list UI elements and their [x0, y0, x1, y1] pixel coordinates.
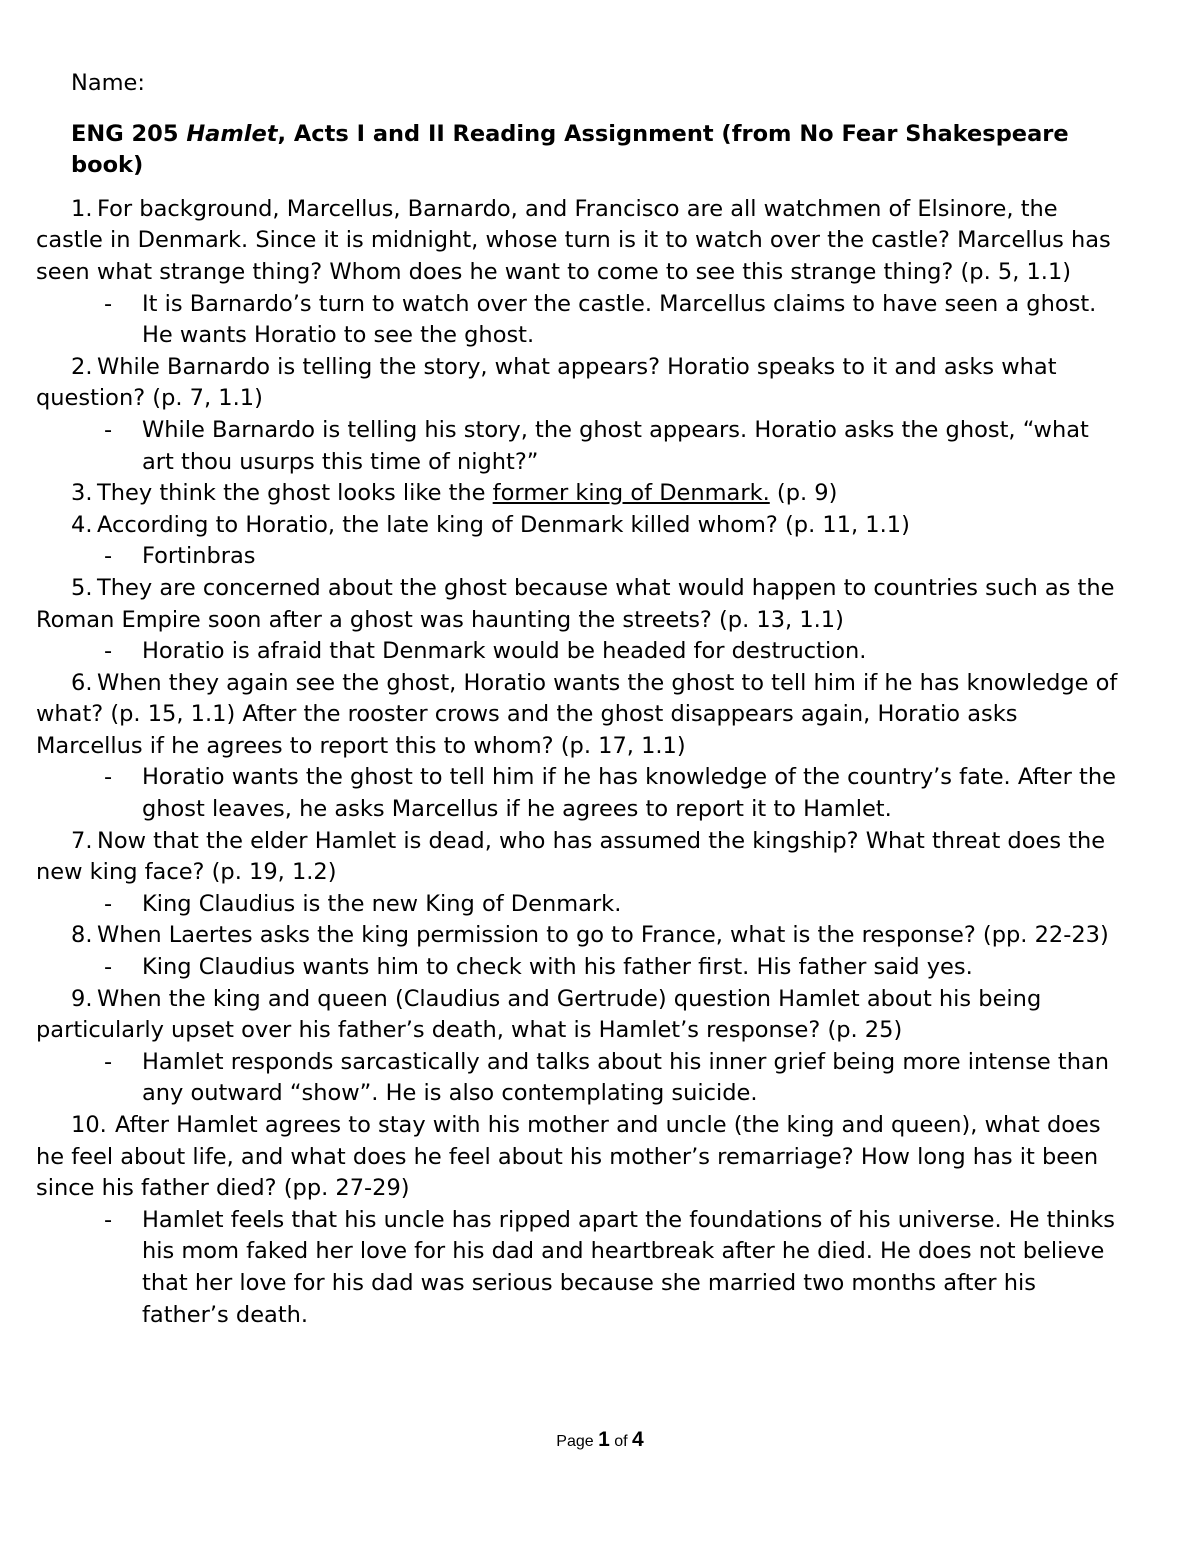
- assignment-title: [71, 119, 1126, 182]
- answer-6: [36, 762, 1126, 825]
- question-number: 2.: [71, 353, 93, 380]
- answer-8: [36, 952, 1126, 984]
- question-text: When Laertes asks the king permission to go to France, what is the response? (pp. 22-23): [97, 922, 1109, 949]
- answer-dash: -: [104, 543, 113, 570]
- question-number: 1.: [71, 195, 93, 222]
- question-number: 5.: [71, 574, 93, 601]
- question-10: [36, 1110, 1126, 1205]
- question-text: When the king and queen (Claudius and Gertrude) question Hamlet about his being particularly upset over his father’s death, what is Hamlet’s response? (p. 25): [36, 985, 1042, 1044]
- answer-dash: -: [104, 1206, 113, 1233]
- current-page-number: 1: [598, 1428, 610, 1451]
- answer-text: King Claudius is the new King of Denmark.: [142, 890, 622, 917]
- answer-text: Hamlet feels that his uncle has ripped apart the foundations of his universe. He thinks his mom faked her love for his dad and heartbreak after he died. He does not believe that her love for his dad was serious because she married two months after his father’s death.: [142, 1206, 1116, 1328]
- answer-dash: -: [104, 1048, 113, 1075]
- page-word: Page: [556, 1433, 599, 1450]
- of-word: of: [609, 1433, 633, 1450]
- page-footer: [0, 1428, 1200, 1452]
- answer-text: Fortinbras: [142, 543, 256, 570]
- answer-text: Horatio is afraid that Denmark would be headed for destruction.: [142, 638, 867, 665]
- question-2: [36, 352, 1126, 415]
- answer-text: While Barnardo is telling his story, the ghost appears. Horatio asks the ghost, “what art thou usurps this time of night?”: [142, 416, 1089, 475]
- question-text: Now that the elder Hamlet is dead, who has assumed the kingship? What threat does the new king face? (p. 19, 1.2): [36, 827, 1106, 886]
- title-play: Hamlet: [186, 120, 278, 147]
- answer-9: [36, 1047, 1126, 1110]
- question-9: [36, 984, 1126, 1047]
- answer-text: King Claudius wants him to check with his father first. His father said yes.: [142, 954, 973, 981]
- underlined-answer: former king of Denmark.: [492, 480, 770, 507]
- question-text: They think the ghost looks like the: [97, 480, 493, 507]
- question-number: 6.: [71, 669, 93, 696]
- question-6: [36, 668, 1126, 763]
- answer-10: [36, 1205, 1126, 1331]
- answer-4: [36, 541, 1126, 573]
- question-text: After Hamlet agrees to stay with his mother and uncle (the king and queen), what does he feel about life, and what does he feel about his mother’s remarriage? How long has it been since his father died? (pp. 27-29): [36, 1112, 1101, 1202]
- question-text: They are concerned about the ghost because what would happen to countries such as the Roman Empire soon after a ghost was haunting the streets? (p. 13, 1.1): [36, 574, 1115, 633]
- answer-dash: -: [104, 764, 113, 791]
- question-number: 7.: [71, 827, 93, 854]
- question-3: [36, 478, 1126, 510]
- total-pages-number: 4: [632, 1428, 644, 1451]
- answer-dash: -: [104, 954, 113, 981]
- answer-1: [36, 289, 1126, 352]
- answer-dash: -: [104, 290, 113, 317]
- question-5: [36, 573, 1126, 636]
- question-number: 10.: [71, 1112, 107, 1138]
- question-number: 3.: [71, 480, 93, 507]
- name-label: Name:: [71, 70, 145, 96]
- answer-text: It is Barnardo’s turn to watch over the castle. Marcellus claims to have seen a ghost. He wants Horatio to see the ghost.: [142, 290, 1097, 349]
- question-8: [36, 920, 1126, 952]
- answer-2: [36, 415, 1126, 478]
- answer-dash: -: [104, 638, 113, 665]
- question-number: 4.: [71, 511, 93, 538]
- question-1: [36, 194, 1126, 289]
- answer-text: Horatio wants the ghost to tell him if he has knowledge of the country’s fate. After the ghost leaves, he asks Marcellus if he agrees to report it to Hamlet.: [142, 764, 1116, 823]
- title-rest: , Acts I and II Reading Assignment (from No Fear Shakespeare book): [71, 120, 1069, 179]
- answer-text: Hamlet responds sarcastically and talks about his inner grief being more intense than any outward “show”. He is also contemplating suicide.: [142, 1048, 1110, 1107]
- document-page: [36, 68, 1126, 1331]
- question-text: While Barnardo is telling the story, what appears? Horatio speaks to it and asks what question? (p. 7, 1.1): [36, 353, 1057, 412]
- question-7: [36, 826, 1126, 889]
- question-text: According to Horatio, the late king of Denmark killed whom? (p. 11, 1.1): [97, 511, 910, 538]
- question-number: 9.: [71, 985, 93, 1012]
- answer-dash: -: [104, 890, 113, 917]
- answer-dash: -: [104, 416, 113, 443]
- question-text: When they again see the ghost, Horatio wants the ghost to tell him if he has knowledge of what? (p. 15, 1.1) After the rooster crows and the ghost disappears again, Horatio asks Marcellus if he agrees to report this to whom? (p. 17, 1.1): [36, 669, 1118, 759]
- question-4: [36, 510, 1126, 542]
- question-page-ref: (p. 9): [769, 480, 838, 507]
- answer-5: [36, 636, 1126, 668]
- answer-7: [36, 889, 1126, 921]
- question-text: For background, Marcellus, Barnardo, and Francisco are all watchmen of Elsinore, the castle in Denmark. Since it is midnight, whose turn is it to watch over the castle? Marcellus has seen what strange thing? Whom does he want to come to see this strange thing? (p. 5, 1.1): [36, 195, 1111, 285]
- question-number: 8.: [71, 922, 93, 949]
- title-course: ENG 205: [71, 120, 187, 147]
